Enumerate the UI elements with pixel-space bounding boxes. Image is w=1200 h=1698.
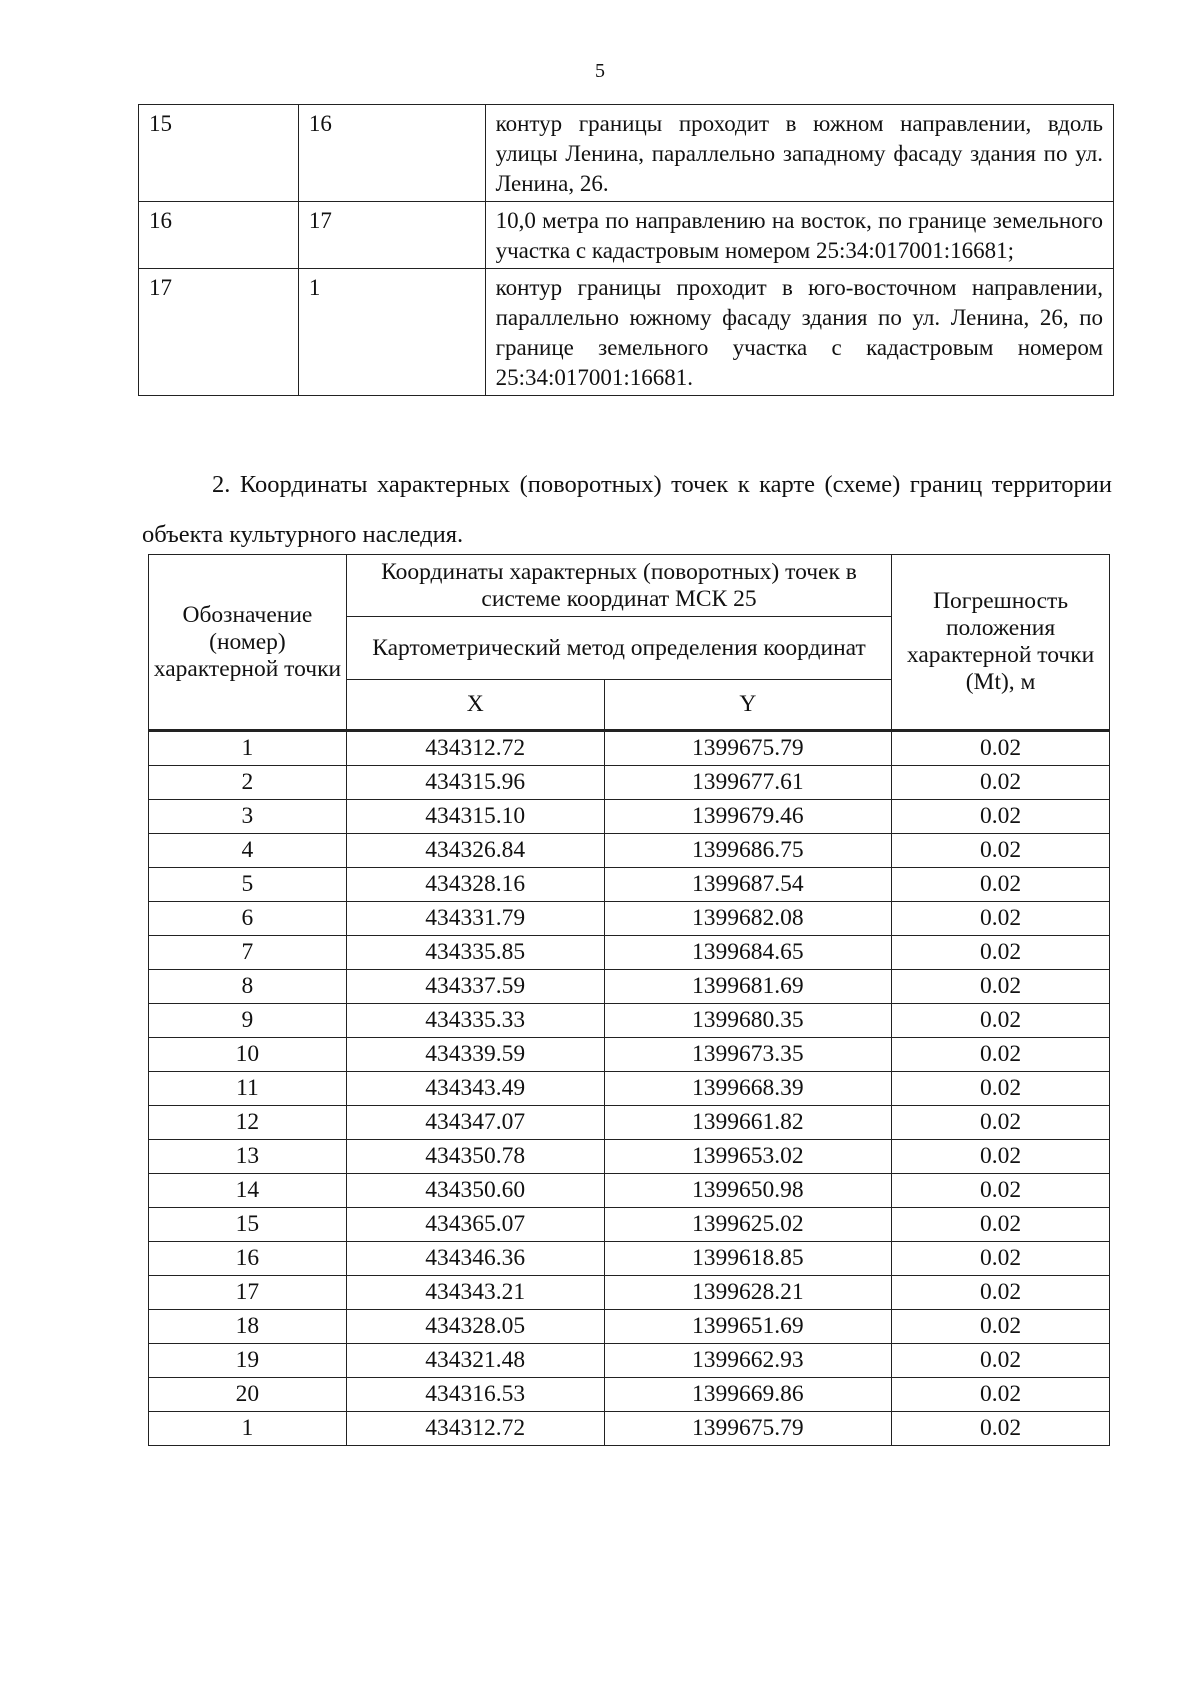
accuracy-value: 0.02: [892, 800, 1110, 834]
coord-y: 1399651.69: [604, 1310, 892, 1344]
boundary-description: контур границы проходит в юго-восточном направлении, параллельно южному фасаду здания по ул. Ленина, 26, по границе земельного участка с кадастровым номером 25:34:017001:16681.: [485, 269, 1113, 396]
coord-y: 1399625.02: [604, 1208, 892, 1242]
point-number: 3: [149, 800, 347, 834]
accuracy-value: 0.02: [892, 1242, 1110, 1276]
coord-y: 1399675.79: [604, 1412, 892, 1446]
coord-x: 434331.79: [346, 902, 604, 936]
header-accuracy: Погрешность положения характерной точки (Mt), м: [892, 555, 1110, 731]
coord-x: 434365.07: [346, 1208, 604, 1242]
point-number: 9: [149, 1004, 347, 1038]
accuracy-value: 0.02: [892, 1072, 1110, 1106]
coord-y: 1399618.85: [604, 1242, 892, 1276]
header-coordinates-group: Координаты характерных (поворотных) точек в системе координат МСК 25: [346, 555, 891, 617]
coord-x: 434350.78: [346, 1140, 604, 1174]
point-number: 1: [149, 731, 347, 766]
boundary-description-table: [138, 104, 1114, 396]
point-number: 14: [149, 1174, 347, 1208]
coord-y: 1399628.21: [604, 1276, 892, 1310]
table-row: [149, 1072, 1110, 1106]
table-row: [149, 936, 1110, 970]
point-number: 6: [149, 902, 347, 936]
coord-x: 434328.05: [346, 1310, 604, 1344]
point-number: 19: [149, 1344, 347, 1378]
header-point-designation: Обозначение (номер) характерной точки: [149, 555, 347, 731]
accuracy-value: 0.02: [892, 1344, 1110, 1378]
table-row: [149, 1004, 1110, 1038]
table-row: [149, 970, 1110, 1004]
coord-y: 1399653.02: [604, 1140, 892, 1174]
boundary-row: [139, 269, 1114, 396]
coordinates-table: [148, 554, 1110, 1446]
point-number: 8: [149, 970, 347, 1004]
coord-x: 434315.10: [346, 800, 604, 834]
coord-y: 1399661.82: [604, 1106, 892, 1140]
point-number: 7: [149, 936, 347, 970]
coord-y: 1399680.35: [604, 1004, 892, 1038]
coord-y: 1399669.86: [604, 1378, 892, 1412]
point-number: 1: [149, 1412, 347, 1446]
accuracy-value: 0.02: [892, 902, 1110, 936]
coord-y: 1399677.61: [604, 766, 892, 800]
point-number: 15: [149, 1208, 347, 1242]
table-row: [149, 766, 1110, 800]
table-row: [149, 1378, 1110, 1412]
point-number: 12: [149, 1106, 347, 1140]
coord-y: 1399675.79: [604, 731, 892, 766]
boundary-description: 10,0 метра по направлению на восток, по границе земельного участка с кадастровым номером 25:34:017001:16681;: [485, 202, 1113, 269]
point-number: 10: [149, 1038, 347, 1072]
section-heading: 2. Координаты характерных (поворотных) точек к карте (схеме) границ территории объекта культурного наследия.: [142, 471, 1112, 548]
table-row: [149, 1310, 1110, 1344]
coord-x: 434350.60: [346, 1174, 604, 1208]
accuracy-value: 0.02: [892, 731, 1110, 766]
boundary-to-point: 1: [298, 269, 485, 396]
table-row: [149, 1174, 1110, 1208]
coord-y: 1399668.39: [604, 1072, 892, 1106]
coord-x: 434315.96: [346, 766, 604, 800]
boundary-row: [139, 202, 1114, 269]
coord-x: 434343.49: [346, 1072, 604, 1106]
point-number: 20: [149, 1378, 347, 1412]
table-row: [149, 1140, 1110, 1174]
accuracy-value: 0.02: [892, 1174, 1110, 1208]
table-row: [149, 800, 1110, 834]
table-row: [149, 1242, 1110, 1276]
point-number: 16: [149, 1242, 347, 1276]
table-row: [149, 1038, 1110, 1072]
page-number: 5: [595, 60, 605, 82]
accuracy-value: 0.02: [892, 834, 1110, 868]
coord-x: 434343.21: [346, 1276, 604, 1310]
boundary-to-point: 17: [298, 202, 485, 269]
accuracy-value: 0.02: [892, 868, 1110, 902]
header-y: Y: [604, 679, 892, 730]
coord-x: 434312.72: [346, 731, 604, 766]
coord-y: 1399686.75: [604, 834, 892, 868]
point-number: 4: [149, 834, 347, 868]
coord-y: 1399662.93: [604, 1344, 892, 1378]
table-row: [149, 868, 1110, 902]
boundary-row: [139, 105, 1114, 202]
point-number: 2: [149, 766, 347, 800]
coord-x: 434335.85: [346, 936, 604, 970]
accuracy-value: 0.02: [892, 1310, 1110, 1344]
coord-y: 1399684.65: [604, 936, 892, 970]
coord-y: 1399679.46: [604, 800, 892, 834]
header-method: Картометрический метод определения координат: [346, 617, 891, 679]
coord-x: 434339.59: [346, 1038, 604, 1072]
boundary-from-point: 15: [139, 105, 299, 202]
coord-x: 434346.36: [346, 1242, 604, 1276]
accuracy-value: 0.02: [892, 1004, 1110, 1038]
table-row: [149, 1276, 1110, 1310]
boundary-from-point: 17: [139, 269, 299, 396]
coord-x: 434337.59: [346, 970, 604, 1004]
point-number: 13: [149, 1140, 347, 1174]
table-row: [149, 1412, 1110, 1446]
table-row: [149, 1208, 1110, 1242]
point-number: 11: [149, 1072, 347, 1106]
point-number: 18: [149, 1310, 347, 1344]
table-row: [149, 902, 1110, 936]
accuracy-value: 0.02: [892, 1106, 1110, 1140]
coord-x: 434316.53: [346, 1378, 604, 1412]
point-number: 5: [149, 868, 347, 902]
table-row: [149, 834, 1110, 868]
coord-y: 1399673.35: [604, 1038, 892, 1072]
accuracy-value: 0.02: [892, 1276, 1110, 1310]
table-row: [149, 1106, 1110, 1140]
accuracy-value: 0.02: [892, 1412, 1110, 1446]
accuracy-value: 0.02: [892, 1208, 1110, 1242]
coord-x: 434321.48: [346, 1344, 604, 1378]
coord-x: 434312.72: [346, 1412, 604, 1446]
accuracy-value: 0.02: [892, 1140, 1110, 1174]
coord-x: 434328.16: [346, 868, 604, 902]
coord-y: 1399682.08: [604, 902, 892, 936]
accuracy-value: 0.02: [892, 1378, 1110, 1412]
table-row: [149, 1344, 1110, 1378]
accuracy-value: 0.02: [892, 970, 1110, 1004]
accuracy-value: 0.02: [892, 936, 1110, 970]
table-row: [149, 731, 1110, 766]
boundary-description: контур границы проходит в южном направлении, вдоль улицы Ленина, параллельно западному фасаду здания по ул. Ленина, 26.: [485, 105, 1113, 202]
accuracy-value: 0.02: [892, 1038, 1110, 1072]
coord-y: 1399687.54: [604, 868, 892, 902]
boundary-from-point: 16: [139, 202, 299, 269]
accuracy-value: 0.02: [892, 766, 1110, 800]
coord-x: 434326.84: [346, 834, 604, 868]
point-number: 17: [149, 1276, 347, 1310]
coord-y: 1399650.98: [604, 1174, 892, 1208]
boundary-to-point: 16: [298, 105, 485, 202]
coord-y: 1399681.69: [604, 970, 892, 1004]
coord-x: 434335.33: [346, 1004, 604, 1038]
coord-x: 434347.07: [346, 1106, 604, 1140]
header-x: X: [346, 679, 604, 730]
